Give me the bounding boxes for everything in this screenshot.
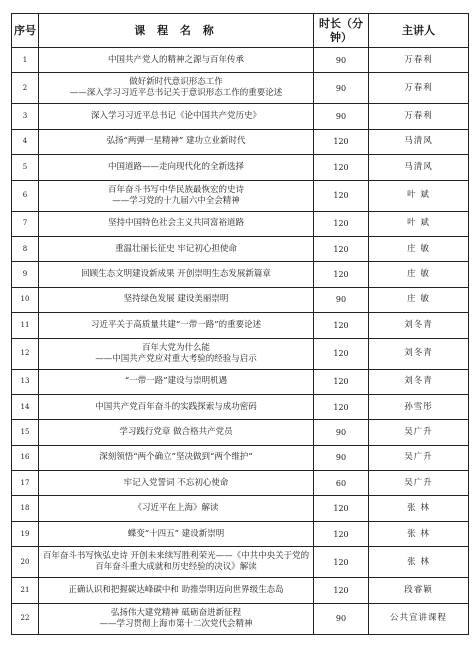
row-number: 17 (12, 471, 39, 496)
course-title (39, 155, 314, 180)
course-duration: 90 (314, 420, 369, 445)
course-speaker: 庄 敏 (369, 236, 469, 261)
table-row (12, 48, 469, 73)
course-duration: 120 (314, 313, 369, 338)
table-row (12, 496, 469, 521)
course-speaker: 吴广升 (369, 471, 469, 496)
course-title-text: 中国共产党百年奋斗的实践探索与成功密码 (95, 401, 257, 412)
row-number: 3 (12, 104, 39, 129)
course-title-text: 百年大党为什么能 (141, 342, 210, 353)
course-duration: 120 (314, 155, 369, 180)
table-row (12, 104, 469, 129)
course-duration: 120 (314, 521, 369, 546)
course-speaker: 孙雪彤 (369, 394, 469, 419)
course-speaker: 张 林 (369, 496, 469, 521)
course-title (39, 578, 314, 603)
table-row (12, 603, 469, 634)
course-title-text: 坚持中国特色社会主义共同富裕道路 (107, 218, 244, 229)
header-title (39, 14, 314, 48)
course-title-text: 中国共产党人的精神之源与百年传承 (107, 54, 244, 65)
course-subtitle: ——深入学习习近平总书记关于意识形态工作的重要论述 (69, 88, 283, 99)
course-title-text: 深刻领悟“两个确立”坚决做到“两个维护” (99, 452, 253, 463)
course-title (39, 48, 314, 73)
row-number: 19 (12, 521, 39, 546)
course-title-text: 正确认识和把握碳达峰碳中和 助推崇明迈向世界级生态岛 (68, 584, 284, 595)
course-speaker: 万春利 (369, 104, 469, 129)
course-duration: 120 (314, 547, 369, 578)
table-row (12, 338, 469, 369)
course-speaker: 吴广升 (369, 445, 469, 470)
course-title (39, 313, 314, 338)
row-number: 22 (12, 603, 39, 634)
table-row (12, 129, 469, 154)
course-title (39, 211, 314, 236)
course-title-text: 蝶变“十四五” 建设新崇明 (127, 528, 225, 539)
course-title-text: 坚持绿色发展 建设美丽崇明 (123, 294, 229, 305)
course-title-text: 弘扬“两弹一星精神” 建功立业新时代 (106, 136, 246, 147)
course-title-text: 回顾生态文明建设新成果 开创崇明生态发展新篇章 (81, 269, 271, 280)
course-duration: 90 (314, 48, 369, 73)
row-number: 1 (12, 48, 39, 73)
course-duration: 90 (314, 445, 369, 470)
course-speaker: 万春利 (369, 48, 469, 73)
row-number: 14 (12, 394, 39, 419)
course-subtitle: ——中国共产党应对重大考验的经验与启示 (95, 353, 257, 364)
course-duration: 120 (314, 496, 369, 521)
row-number: 16 (12, 445, 39, 470)
course-title (39, 338, 314, 369)
row-number: 4 (12, 129, 39, 154)
course-duration: 60 (314, 471, 369, 496)
table-row (12, 471, 469, 496)
course-speaker: 张 林 (369, 521, 469, 546)
course-speaker: 马清风 (369, 129, 469, 154)
course-duration: 120 (314, 369, 369, 394)
course-title (39, 394, 314, 419)
row-number: 5 (12, 155, 39, 180)
course-title-text: 百年奋斗书写恢弘史诗 开创未来续写胜利荣光——《中共中央关于党的百年奋斗重大成就和历史经验的决议》解读 (42, 551, 310, 573)
table-row (12, 445, 469, 470)
course-subtitle: ——学习贯彻上海市第十二次党代会精神 (99, 618, 253, 629)
course-speaker: 叶 斌 (369, 211, 469, 236)
course-duration: 120 (314, 211, 369, 236)
course-title-text: 做好新时代意识形态工作 (129, 77, 223, 88)
course-speaker: 马清风 (369, 155, 469, 180)
table-row (12, 262, 469, 287)
row-number: 18 (12, 496, 39, 521)
table-row (12, 211, 469, 236)
course-title (39, 496, 314, 521)
course-title-text: 深入学习习近平总书记《论中国共产党历史》 (90, 111, 261, 122)
row-number: 11 (12, 313, 39, 338)
course-speaker: 公共宣讲课程 (369, 603, 469, 634)
course-speaker: 吴广升 (369, 420, 469, 445)
row-number: 15 (12, 420, 39, 445)
course-duration: 90 (314, 104, 369, 129)
course-title-text: 重温壮丽长征史 牢记初心担使命 (115, 243, 237, 254)
course-duration: 120 (314, 180, 369, 211)
course-title (39, 521, 314, 546)
course-duration: 90 (314, 287, 369, 312)
course-title (39, 73, 314, 104)
course-speaker: 万春利 (369, 73, 469, 104)
table-header-row (12, 14, 469, 48)
course-speaker: 刘冬青 (369, 338, 469, 369)
course-title (39, 420, 314, 445)
course-title (39, 369, 314, 394)
course-title-text: “一带一路”建设与崇明机遇 (124, 376, 228, 387)
header-speaker: 主讲人 (369, 14, 469, 48)
row-number: 12 (12, 338, 39, 369)
course-title (39, 236, 314, 261)
course-table (11, 13, 469, 635)
table-row (12, 547, 469, 578)
course-title-text: 弘扬伟大建党精神 砥砺奋进新征程 (110, 607, 242, 618)
row-number: 9 (12, 262, 39, 287)
course-duration: 120 (314, 262, 369, 287)
header-title-text: 课 程 名 称 (134, 23, 218, 37)
course-title (39, 445, 314, 470)
course-duration: 120 (314, 236, 369, 261)
course-title-text: 牢记入党誓词 不忘初心使命 (123, 477, 229, 488)
course-duration: 120 (314, 394, 369, 419)
course-title-text: 《习近平在上海》解读 (133, 503, 219, 514)
course-title (39, 287, 314, 312)
course-speaker: 叶 斌 (369, 180, 469, 211)
course-title-text: 中国道路——走向现代化的全新选择 (107, 161, 244, 172)
course-title-text: 学习践行党章 做合格共产党员 (119, 426, 233, 437)
course-duration: 120 (314, 578, 369, 603)
table-row (12, 369, 469, 394)
table-row (12, 180, 469, 211)
table-row (12, 521, 469, 546)
course-speaker: 庄 敏 (369, 262, 469, 287)
course-title (39, 262, 314, 287)
course-title (39, 180, 314, 211)
table-row (12, 73, 469, 104)
course-duration: 120 (314, 129, 369, 154)
row-number: 21 (12, 578, 39, 603)
row-number: 10 (12, 287, 39, 312)
course-subtitle: ——学习党的十九届六中全会精神 (112, 195, 240, 206)
course-speaker: 段睿颖 (369, 578, 469, 603)
course-title-text: 百年奋斗书写中华民族最恢宏的史诗 (107, 184, 244, 195)
row-number: 8 (12, 236, 39, 261)
course-title-text: 习近平关于高质量共建“一带一路”的重要论述 (90, 319, 262, 330)
table-row (12, 155, 469, 180)
table-row (12, 578, 469, 603)
course-speaker: 刘冬青 (369, 313, 469, 338)
course-title (39, 471, 314, 496)
course-duration: 90 (314, 603, 369, 634)
course-speaker: 张 林 (369, 547, 469, 578)
header-num: 序号 (12, 14, 39, 48)
table-body (12, 48, 469, 635)
course-title (39, 547, 314, 578)
row-number: 2 (12, 73, 39, 104)
row-number: 7 (12, 211, 39, 236)
row-number: 13 (12, 369, 39, 394)
course-speaker: 庄 敏 (369, 287, 469, 312)
table-row (12, 420, 469, 445)
row-number: 6 (12, 180, 39, 211)
course-duration: 120 (314, 338, 369, 369)
table-row (12, 287, 469, 312)
course-title (39, 129, 314, 154)
header-duration: 时长（分钟） (314, 14, 369, 48)
course-title (39, 104, 314, 129)
course-duration: 90 (314, 73, 369, 104)
table-row (12, 236, 469, 261)
course-speaker: 刘冬青 (369, 369, 469, 394)
row-number: 20 (12, 547, 39, 578)
course-title (39, 603, 314, 634)
table-row (12, 313, 469, 338)
table-row (12, 394, 469, 419)
